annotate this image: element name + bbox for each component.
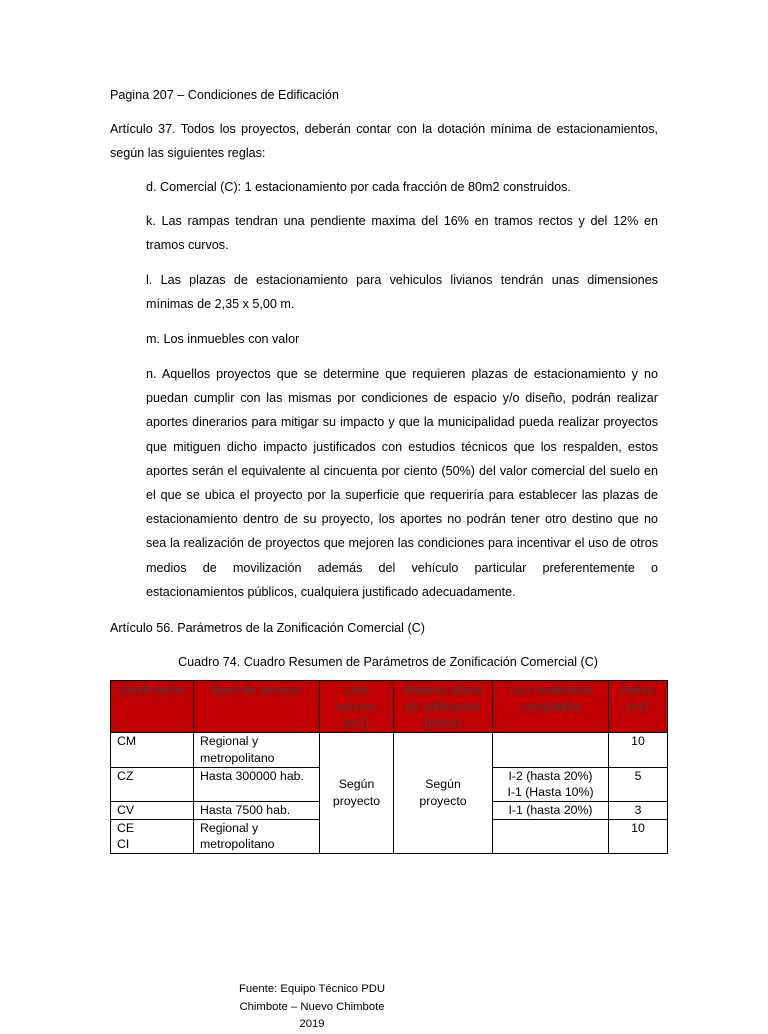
header-nivel-servicio: Nivel de servicio xyxy=(194,681,320,733)
cell-zona: CZ xyxy=(111,767,194,801)
article-56: Artículo 56. Parámetros de la Zonificación Comercial (C) xyxy=(110,621,425,635)
cell-lote-minimo: Según proyecto xyxy=(320,733,394,854)
source-note: Fuente: Equipo Técnico PDU Chimbote – Nuevo Chimbote 2019 xyxy=(238,983,386,1031)
header-maxima-altura: Máxima altura de edificación (pisos) xyxy=(394,681,493,733)
cell-retiro: 10 xyxy=(609,733,668,767)
cell-uso xyxy=(493,767,609,801)
cell-nivel: Hasta 7500 hab. xyxy=(194,801,320,819)
cell-uso xyxy=(493,819,609,853)
header-zonificacion: Zonificación xyxy=(111,681,194,733)
zona-line: CI xyxy=(117,837,130,852)
cell-retiro: 10 xyxy=(609,819,668,853)
cell-uso xyxy=(493,733,609,767)
uso-line: I-1 (Hasta 10%) xyxy=(507,785,594,800)
cell-maxima-altura: Según proyecto xyxy=(394,733,493,854)
cell-zona: CV xyxy=(111,801,194,819)
rule-l: l. Las plazas de estacionamiento para vehiculos livianos tendrán unas dimensiones mínimas de 2,35 x 5,00 m. xyxy=(146,273,658,312)
zoning-parameters-table xyxy=(110,680,668,854)
cell-zona: CM xyxy=(111,733,194,767)
table-header-row xyxy=(111,681,668,733)
cell-retiro: 3 xyxy=(609,801,668,819)
page-heading: Pagina 207 – Condiciones de Edificación xyxy=(110,88,339,102)
uso-line: I-2 (hasta 20%) xyxy=(508,768,593,783)
rule-k: k. Las rampas tendran una pendiente maxima del 16% en tramos rectos y del 12% en tramos curvos. xyxy=(146,214,658,253)
table-row xyxy=(111,733,668,767)
rule-m: m. Los inmuebles con valor xyxy=(146,332,300,346)
cell-retiro: 5 xyxy=(609,767,668,801)
article-37: Artículo 37. Todos los proyectos, deberán contar con la dotación mínima de estacionamientos, según las siguientes reglas: xyxy=(110,122,658,161)
header-retiro: Retiro (ml) xyxy=(609,681,668,733)
header-lote-minimo: Lote mínimo (m2) xyxy=(320,681,394,733)
cell-nivel: Regional y metropolitano xyxy=(194,819,320,853)
cell-zona xyxy=(111,819,194,853)
cell-nivel: Hasta 300000 hab. xyxy=(194,767,320,801)
header-uso-residencial: Uso residencial compatible xyxy=(493,681,609,733)
rule-d: d. Comercial (C): 1 estacionamiento por cada fracción de 80m2 construidos. xyxy=(146,180,571,194)
cell-nivel: Regional y metropolitano xyxy=(194,733,320,767)
cell-uso: I-1 (hasta 20%) xyxy=(493,801,609,819)
rule-n: n. Aquellos proyectos que se determine que requieren plazas de estacionamiento y no puedan cumplir con las mismas por condiciones de espacio y/o diseño, podrán realizar aportes dinerarios para mitigar su impacto y que la municipalidad pueda realizar proyectos que mitiguen dicho impacto justificados con estudios técnicos que los respalden, estos aportes serán el equivalente al cincuenta por ciento (50%) del valor comercial del suelo en el que se ubica el proyecto por la superficie que requeriría para establecer las plazas de estacionamiento dentro de su proyecto, los aportes no podrán tener otro destino que no sea la realización de proyectos que mejoren las condiciones para incentivar el uso de otros medios de movilización además del vehículo particular preferentemente o estacionamientos públicos, cualquiera justificado adecuadamente. xyxy=(146,367,658,599)
zona-line: CE xyxy=(117,820,135,835)
table-caption: Cuadro 74. Cuadro Resumen de Parámetros de Zonificación Comercial (C) xyxy=(178,655,598,669)
